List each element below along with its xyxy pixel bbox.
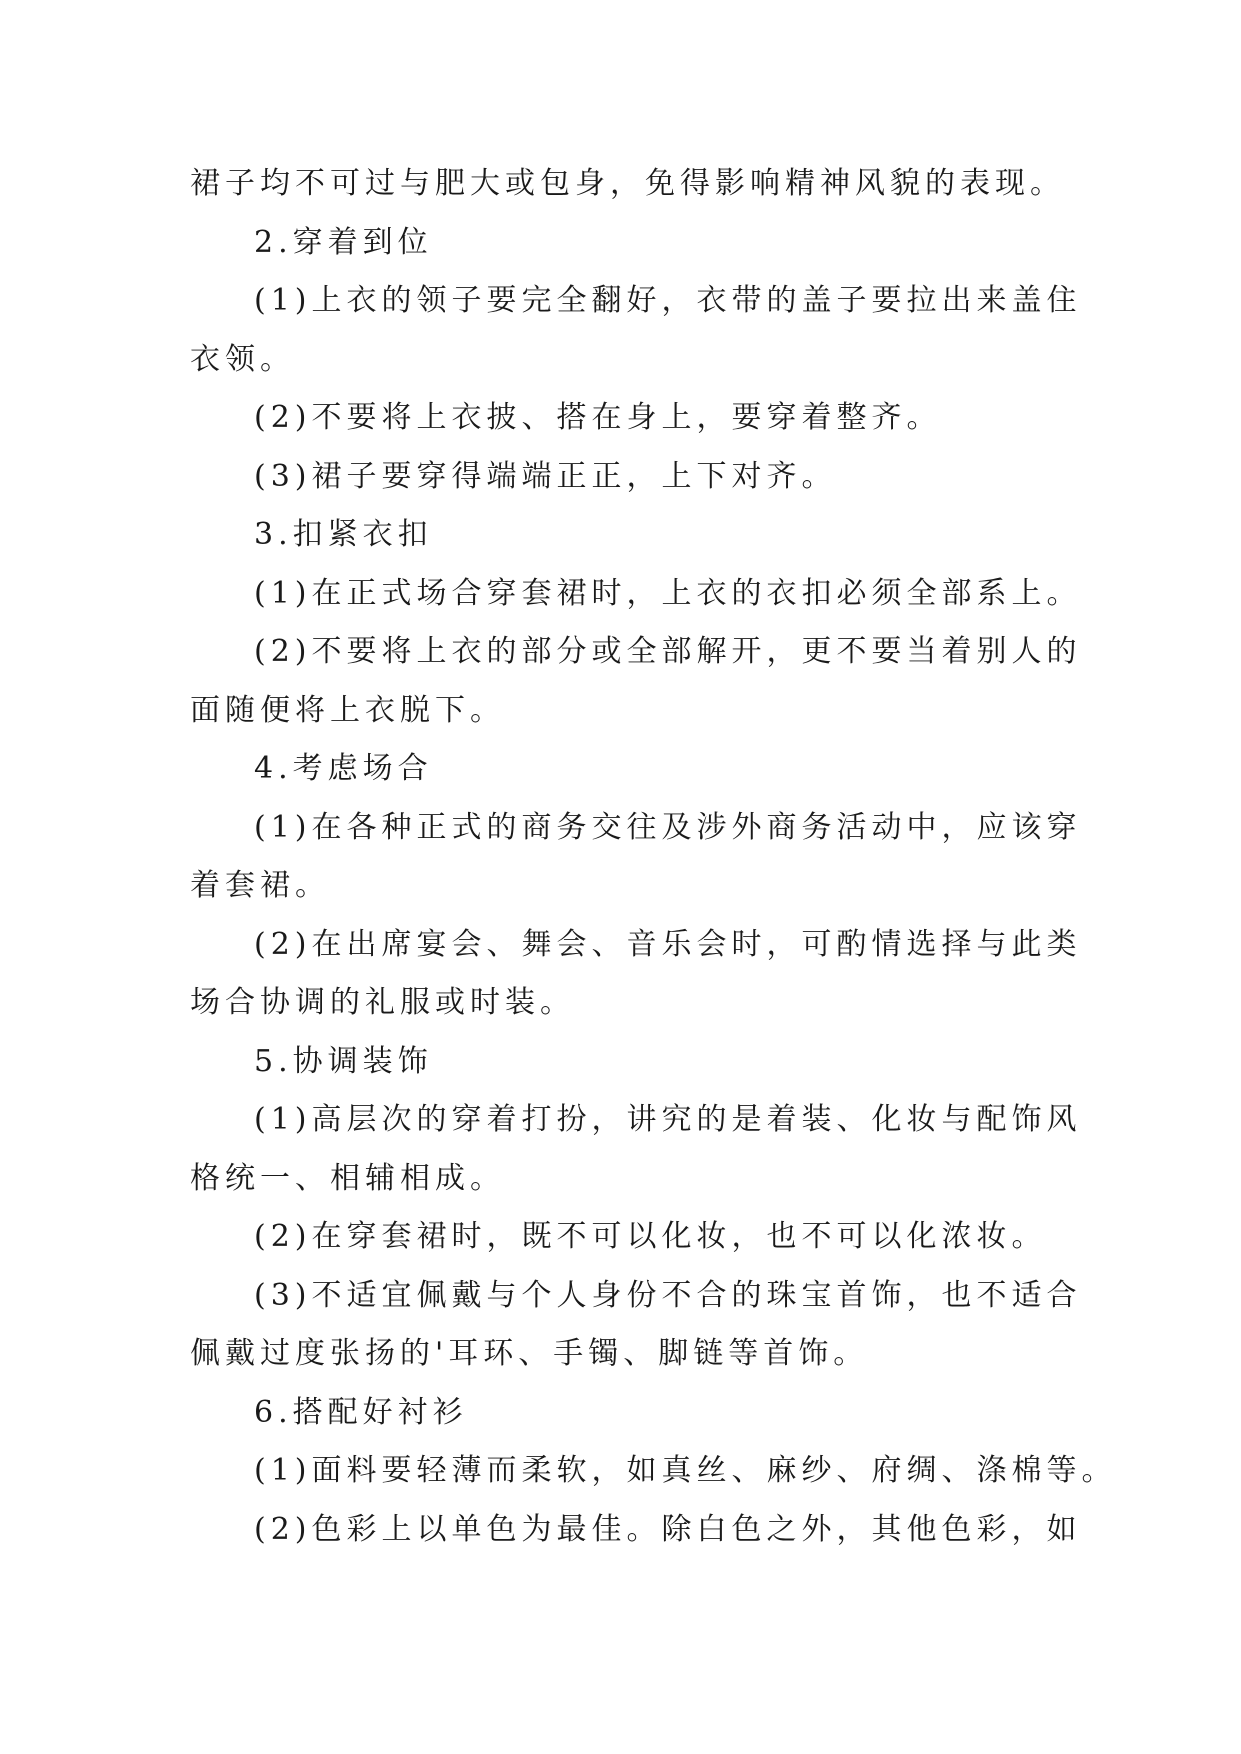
section-heading: 3.扣紧衣扣	[254, 517, 433, 552]
text-line: 着套裙。	[190, 868, 330, 903]
text-line: (1)在各种正式的商务交往及涉外商务活动中，应该穿	[254, 809, 1082, 845]
text-line: (3)裙子要穿得端端正正，上下对齐。	[254, 458, 837, 494]
text-line: (2)在穿套裙时，既不可以化妆，也不可以化浓妆。	[254, 1219, 1047, 1254]
text-line: 佩戴过度张扬的'耳环、手镯、脚链等首饰。	[190, 1336, 869, 1371]
section-heading: 2.穿着到位	[254, 224, 433, 260]
text-line: (1)上衣的领子要完全翻好，衣带的盖子要拉出来盖住	[254, 283, 1082, 318]
text-line: 面随便将上衣脱下。	[190, 692, 505, 728]
text-line: (1)高层次的穿着打扮，讲究的是着装、化妆与配饰风	[254, 1102, 1082, 1137]
text-line: (1)面料要轻薄而柔软，如真丝、麻纱、府绸、涤棉等。	[254, 1453, 1117, 1488]
text-line: (2)在出席宴会、舞会、音乐会时，可酌情选择与此类	[254, 926, 1082, 962]
text-line: (2)不要将上衣披、搭在身上，要穿着整齐。	[254, 400, 942, 435]
body-text	[190, 155, 1117, 1559]
text-line: (3)不适宜佩戴与个人身份不合的珠宝首饰，也不适合	[254, 1277, 1082, 1313]
text-line: 裙子均不可过与肥大或包身，免得影响精神风貌的表现。	[190, 166, 1065, 201]
section-heading: 5.协调装饰	[254, 1043, 433, 1079]
text-line: 衣领。	[190, 341, 295, 377]
text-line: 格统一、相辅相成。	[190, 1160, 505, 1196]
section-heading: 6.搭配好衬衫	[254, 1394, 468, 1430]
text-line: (1)在正式场合穿套裙时，上衣的衣扣必须全部系上。	[254, 575, 1082, 611]
section-heading: 4.考虑场合	[254, 751, 433, 786]
text-line: (2)不要将上衣的部分或全部解开，更不要当着别人的	[254, 634, 1082, 669]
text-line: (2)色彩上以单色为最佳。除白色之外，其他色彩，如	[254, 1511, 1082, 1547]
text-line: 场合协调的礼服或时装。	[190, 985, 575, 1020]
